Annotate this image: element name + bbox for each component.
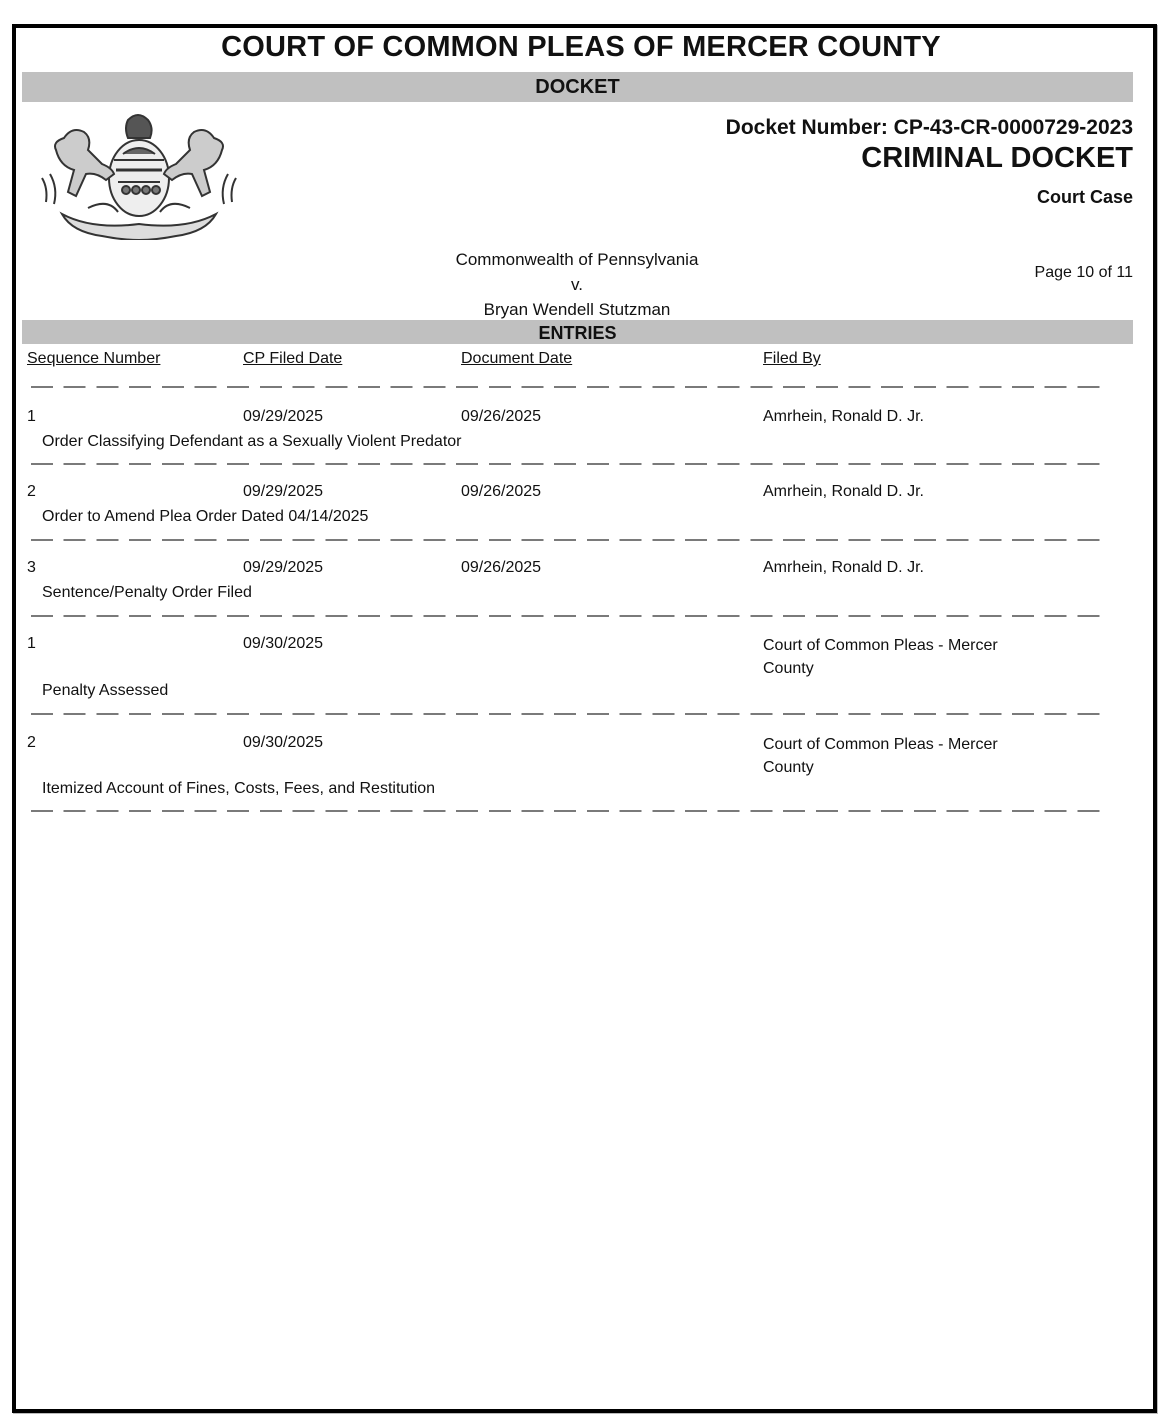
docket-number: Docket Number: CP-43-CR-0000729-2023 — [725, 116, 1133, 139]
page-number: Page 10 of 11 — [1034, 264, 1133, 281]
filed-by: Court of Common Pleas - Mercer County — [763, 736, 998, 776]
caption-defendant: Bryan Wendell Stutzman — [483, 300, 671, 319]
filed-by: Amrhein, Ronald D. Jr. — [763, 408, 924, 425]
filed-by: Amrhein, Ronald D. Jr. — [763, 483, 924, 500]
sequence-number: 2 — [27, 483, 36, 500]
case-type: Court Case — [1036, 187, 1133, 207]
row-divider — [31, 615, 1106, 617]
entry-description: Penalty Assessed — [42, 682, 169, 699]
column-header-cp-filed-date: CP Filed Date — [243, 350, 343, 367]
sequence-number: 1 — [27, 635, 36, 652]
row-divider — [31, 386, 1106, 388]
row-divider — [31, 539, 1106, 541]
column-header-filed-by: Filed By — [763, 350, 821, 367]
sequence-number: 2 — [27, 734, 36, 751]
column-header-document-date: Document Date — [461, 350, 573, 367]
docket-type: CRIMINAL DOCKET — [861, 142, 1133, 174]
cp-filed-date: 09/30/2025 — [243, 734, 324, 751]
cp-filed-date: 09/29/2025 — [243, 559, 324, 576]
cp-filed-date: 09/29/2025 — [243, 483, 324, 500]
document-date: 09/26/2025 — [461, 559, 542, 576]
caption-plaintiff: Commonwealth of Pennsylvania — [455, 250, 699, 269]
entry-description: Itemized Account of Fines, Costs, Fees, and Restitution — [42, 780, 436, 797]
court-title: COURT OF COMMON PLEAS OF MERCER COUNTY — [221, 31, 941, 63]
caption-versus: v. — [571, 275, 583, 294]
cp-filed-date: 09/29/2025 — [243, 408, 324, 425]
row-divider — [31, 463, 1106, 465]
entries-section-bar: ENTRIES — [22, 320, 1133, 344]
row-divider — [31, 713, 1106, 715]
docket-section-bar: DOCKET — [22, 72, 1133, 102]
entry-description: Sentence/Penalty Order Filed — [42, 584, 252, 601]
filed-by: Amrhein, Ronald D. Jr. — [763, 559, 924, 576]
filed-by: Court of Common Pleas - Mercer County — [763, 637, 998, 677]
sequence-number: 3 — [27, 559, 36, 576]
document-date: 09/26/2025 — [461, 483, 542, 500]
document-date: 09/26/2025 — [461, 408, 542, 425]
row-divider — [31, 810, 1106, 812]
cp-filed-date: 09/30/2025 — [243, 635, 324, 652]
column-header-sequence-number: Sequence Number — [27, 350, 161, 367]
entry-description: Order Classifying Defendant as a Sexually Violent Predator — [42, 433, 462, 450]
pennsylvania-seal-icon — [28, 108, 250, 240]
entry-description: Order to Amend Plea Order Dated 04/14/2025 — [42, 508, 369, 525]
sequence-number: 1 — [27, 408, 36, 425]
